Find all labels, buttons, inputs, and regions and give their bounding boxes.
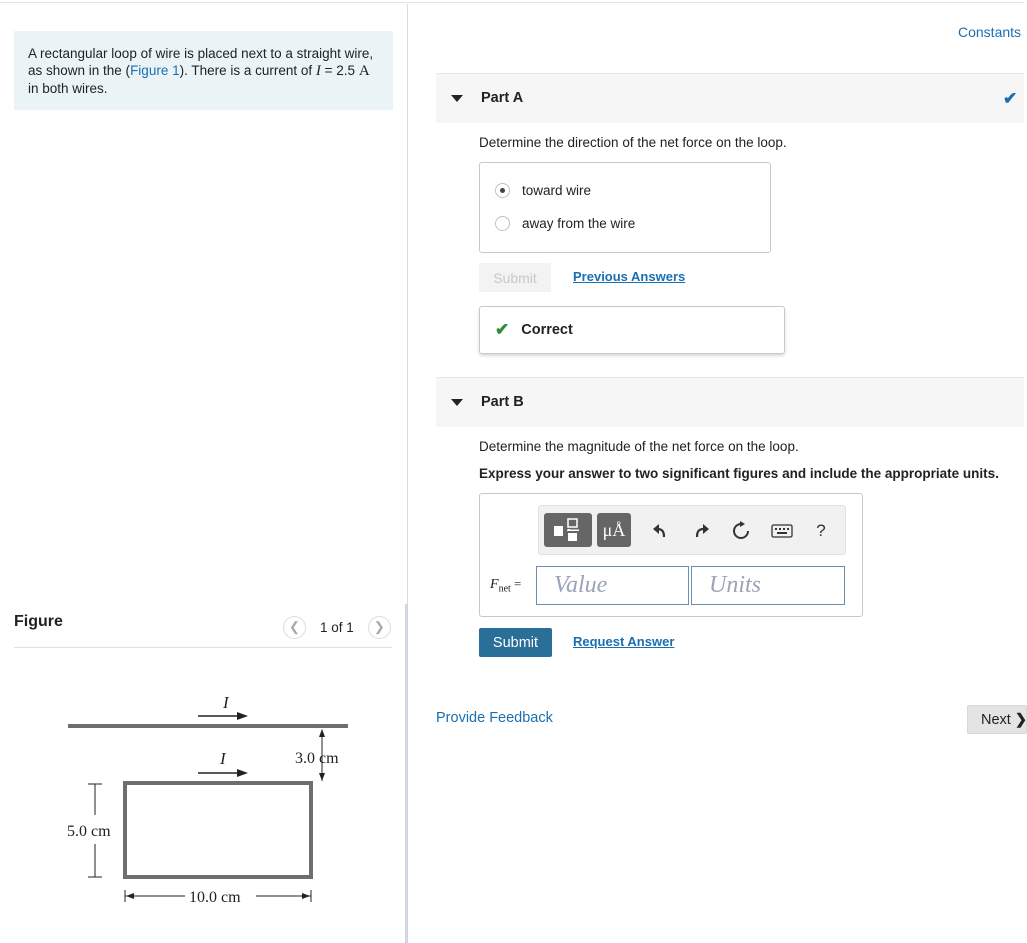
part-b-header[interactable]: [436, 377, 1024, 427]
keyboard-icon[interactable]: [768, 519, 796, 543]
choice-away-from-wire[interactable]: [495, 216, 635, 231]
collapse-triangle-icon[interactable]: [451, 95, 463, 102]
math-toolbar: [538, 505, 846, 555]
check-icon: ✔: [1003, 89, 1018, 108]
undo-icon[interactable]: [649, 519, 673, 543]
value-input[interactable]: Value: [536, 566, 689, 605]
radio-unselected[interactable]: [495, 216, 510, 231]
green-check-icon: ✔: [495, 320, 510, 339]
part-b-title: Part B: [481, 394, 524, 410]
figure-counter: 1 of 1: [320, 619, 354, 635]
provide-feedback-link[interactable]: Provide Feedback: [436, 710, 553, 726]
next-label: Next: [981, 711, 1011, 728]
part-a-title: Part A: [481, 90, 524, 106]
loop-current-label: I: [220, 749, 226, 768]
figure-separator: [14, 647, 392, 648]
constants-link[interactable]: Constants: [958, 24, 1022, 40]
answer-input-area: [479, 493, 863, 617]
chevron-right-icon: ❯: [1014, 711, 1027, 728]
chevron-left-icon[interactable]: ❮: [283, 616, 306, 639]
current-symbol: I: [315, 63, 321, 79]
problem-text-end: in both wires.: [28, 81, 108, 96]
height-label: 5.0 cm: [67, 823, 111, 840]
gap-label: 3.0 cm: [295, 750, 339, 767]
figure-pager: [283, 615, 391, 639]
width-arrow-left: [126, 893, 134, 899]
wire-loop-diagram: [60, 690, 360, 915]
problem-text-2: ). There is a current of: [179, 63, 316, 78]
part-b-instruction: Express your answer to two significant figures and include the appropriate units.: [479, 466, 999, 481]
variable-subscript: net: [498, 583, 511, 595]
current-value: = 2.5: [320, 63, 359, 78]
choice-label: away from the wire: [522, 216, 636, 231]
fraction-template-icon[interactable]: [544, 513, 592, 547]
part-a-submit-button[interactable]: Submit: [479, 263, 551, 292]
loop-current-arrowhead: [237, 769, 248, 777]
rectangular-loop: [125, 783, 311, 877]
chevron-right-icon[interactable]: ❯: [368, 616, 391, 639]
part-b-question: Determine the magnitude of the net force on the loop.: [479, 439, 799, 454]
pane-resize-handle[interactable]: [405, 604, 408, 943]
variable-label: [490, 576, 521, 595]
feedback-text: Correct: [521, 322, 573, 338]
choice-toward-wire[interactable]: [495, 183, 591, 198]
figure-link[interactable]: Figure 1: [130, 63, 180, 78]
part-a-header[interactable]: [436, 73, 1024, 123]
collapse-triangle-icon[interactable]: [451, 399, 463, 406]
part-b-submit-button[interactable]: Submit: [479, 628, 552, 657]
help-icon[interactable]: ?: [816, 521, 826, 540]
radio-selected[interactable]: [495, 183, 510, 198]
figure-heading: Figure: [14, 613, 63, 630]
width-arrow-right: [302, 893, 310, 899]
gap-arrow-top: [319, 729, 325, 737]
request-answer-link[interactable]: Request Answer: [573, 634, 675, 649]
problem-text: A rectangular loop of wire is placed next to a straight wire, as shown in the (: [28, 46, 374, 78]
equals-sign: =: [510, 576, 522, 591]
redo-icon[interactable]: [689, 519, 713, 543]
next-button[interactable]: [967, 705, 1027, 734]
variable-symbol: F: [490, 577, 499, 592]
choice-label: toward wire: [522, 183, 592, 198]
width-label: 10.0 cm: [189, 889, 241, 906]
wire-current-arrowhead: [237, 712, 248, 720]
correct-feedback: [479, 306, 785, 354]
units-button[interactable]: μÅ: [597, 513, 631, 547]
current-unit: A: [358, 63, 370, 79]
gap-arrow-bottom: [319, 773, 325, 781]
problem-statement: [14, 31, 393, 110]
answer-choices: [479, 162, 771, 253]
previous-answers-link[interactable]: Previous Answers: [573, 269, 686, 284]
reset-icon[interactable]: [729, 519, 753, 543]
part-a-question: Determine the direction of the net force on the loop.: [479, 135, 787, 150]
wire-current-label: I: [223, 693, 229, 712]
units-input[interactable]: Units: [691, 566, 845, 605]
top-border: [0, 2, 1024, 3]
